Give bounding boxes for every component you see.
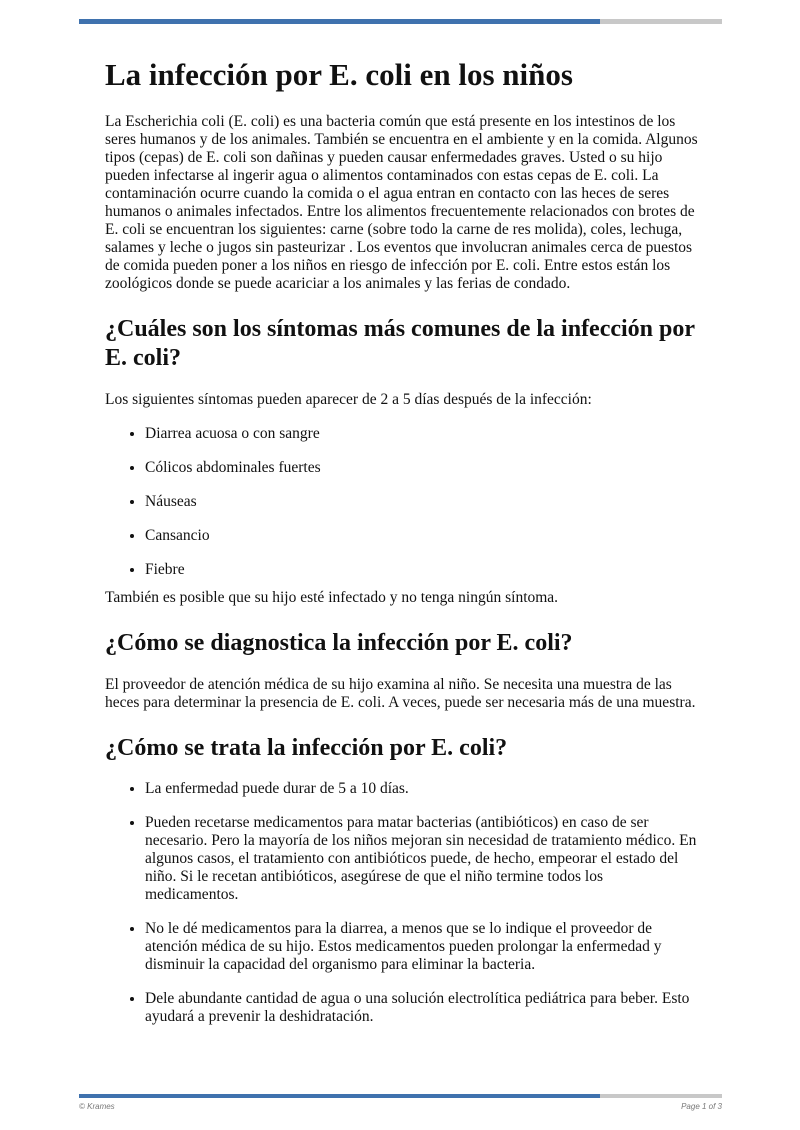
list-item: • Diarrea acuosa o con sangre <box>145 425 700 443</box>
treatment-list <box>105 780 700 1026</box>
page-title: La infección por E. coli en los niños <box>105 57 573 92</box>
symptoms-note: También es posible que su hijo esté infectado y no tenga ningún síntoma. <box>105 588 559 606</box>
footer-page-number: Page 1 of 3 <box>681 1102 722 1111</box>
footer-progress-fill <box>79 1094 600 1098</box>
list-item: • No le dé medicamentos para la diarrea, a menos que se lo indique el proveedor de atención médica de su hijo. Estos medicamentos pueden prolongar la enfermedad y disminuir la capacidad del organismo para eliminar la bacteria. <box>145 920 700 974</box>
list-item: • Cólicos abdominales fuertes <box>145 459 700 477</box>
list-item: • Dele abundante cantidad de agua o una solución electrolítica pediátrica para beber. Esto ayudará a prevenir la deshidratación. <box>145 990 700 1026</box>
header-progress-bar <box>79 19 722 24</box>
intro-paragraph: La Escherichia coli (E. coli) es una bacteria común que está presente en los intestinos de los seres humanos y de los animales. También se encuentra en el ambiente y en la comida. Algunos tipos (cepas) de E. coli son dañinas y pueden causar enfermedades graves. Usted o su hijo pueden infectarse al ingerir agua o alimentos contaminados con estas cepas de E. coli. La contaminación ocurre cuando la comida o el agua entran en contacto con las heces de seres humanos o animales infectados. Entre los alimentos frecuentemente relacionados con brotes de E. coli se encuentran los siguientes: carne (sobre todo la carne de res molida), coles, lechuga, salames y leche o jugos sin pasteurizar . Los eventos que involucran animales cerca de puestos de comida pueden poner a los niños en riesgo de infección por E. coli. Entre estos están los zoológicos donde se puede acariciar a los animales y las ferias de condado. <box>105 113 698 293</box>
diagnosis-heading: ¿Cómo se diagnostica la infección por E. coli? <box>105 629 573 656</box>
list-item: • La enfermedad puede durar de 5 a 10 días. <box>145 780 700 798</box>
symptoms-list <box>105 425 700 579</box>
list-item: • Náuseas <box>145 493 700 511</box>
treatment-heading: ¿Cómo se trata la infección por E. coli? <box>105 734 508 761</box>
list-item: • Fiebre <box>145 561 700 579</box>
symptoms-heading: ¿Cuáles son los síntomas más comunes de la infección por E. coli? <box>105 316 695 371</box>
footer-progress-bar <box>79 1094 722 1098</box>
list-item: • Cansancio <box>145 527 700 545</box>
header-progress-fill <box>79 19 600 24</box>
list-item: • Pueden recetarse medicamentos para matar bacterias (antibióticos) en caso de ser necesario. Pero la mayoría de los niños mejoran sin necesidad de tratamiento médico. En algunos casos, el tratamiento con antibióticos puede, de hecho, empeorar el estado del niño. Si le recetan antibióticos, asegúrese de que el niño termine todos los medicamentos. <box>145 814 700 904</box>
footer-copyright: © Krames <box>79 1102 115 1111</box>
symptoms-lead: Los siguientes síntomas pueden aparecer de 2 a 5 días después de la infección: <box>105 390 592 408</box>
article <box>105 56 700 1042</box>
diagnosis-paragraph: El proveedor de atención médica de su hijo examina al niño. Se necesita una muestra de las heces para determinar la presencia de E. coli. A veces, puede ser necesaria más de una muestra. <box>105 675 696 711</box>
